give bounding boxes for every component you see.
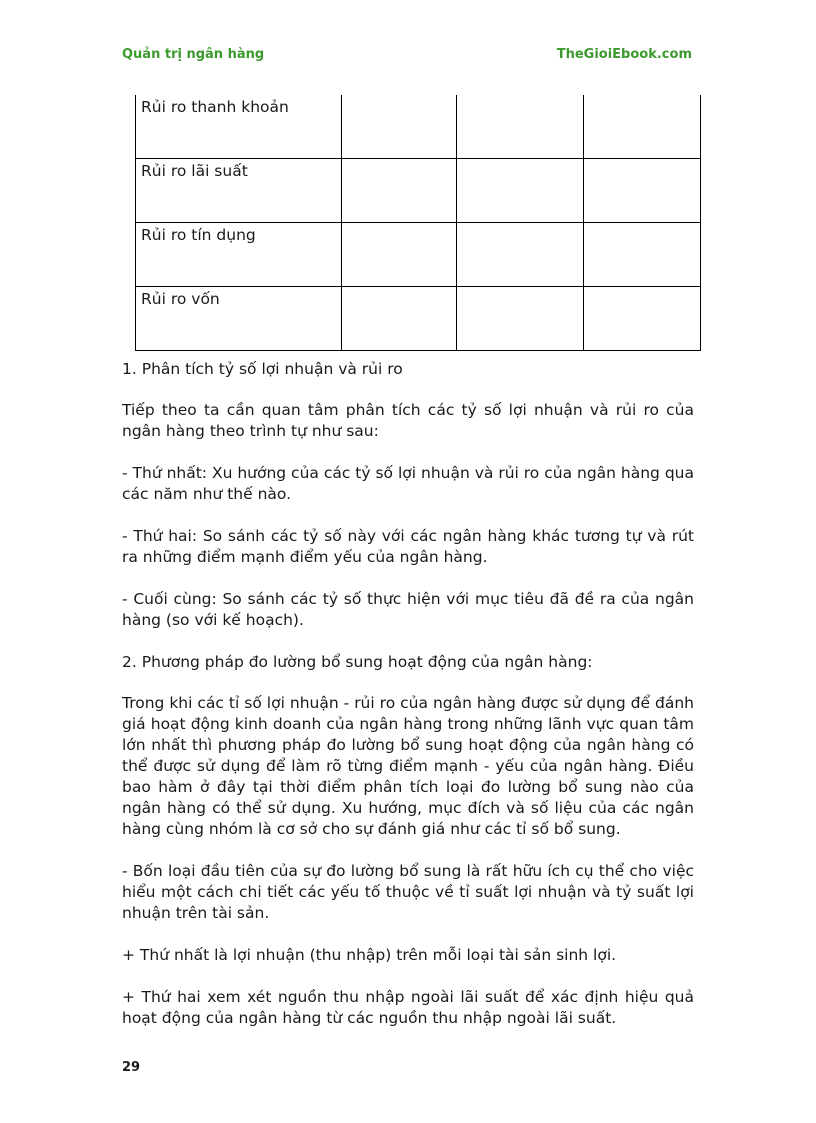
paragraph: - Thứ nhất: Xu hướng của các tỷ số lợi nhuận và rủi ro của ngân hàng qua các năm như thế nào. (122, 464, 694, 503)
body-text (122, 359, 694, 1050)
paragraph: - Cuối cùng: So sánh các tỷ số thực hiện với mục tiêu đã đề ra của ngân hàng (so với kế hoạch). (122, 590, 694, 629)
paragraph: + Thứ hai xem xét nguồn thu nhập ngoài lãi suất để xác định hiệu quả hoạt động của ngân hàng từ các nguồn thu nhập ngoài lãi suất. (122, 988, 694, 1027)
table-cell (341, 287, 457, 351)
table-row (136, 223, 701, 287)
table-cell (457, 223, 584, 287)
paragraph: Tiếp theo ta cần quan tâm phân tích các tỷ số lợi nhuận và rủi ro của ngân hàng theo trình tự như sau: (122, 401, 694, 440)
table-cell (584, 95, 701, 159)
table-cell (341, 159, 457, 223)
table-cell (584, 223, 701, 287)
table-row (136, 159, 701, 223)
table-cell (457, 287, 584, 351)
paragraph: - Bốn loại đầu tiên của sự đo lường bổ sung là rất hữu ích cụ thể cho việc hiểu một cách chi tiết các yếu tố thuộc về tỉ suất lợi nhuận và tỷ suất lợi nhuận trên tài sản. (122, 862, 694, 922)
risk-label: Rủi ro thanh khoản (136, 95, 342, 159)
paragraph: + Thứ nhất là lợi nhuận (thu nhập) trên mỗi loại tài sản sinh lợi. (122, 946, 617, 964)
risk-table (135, 95, 701, 351)
table-cell (341, 95, 457, 159)
risk-label: Rủi ro tín dụng (136, 223, 342, 287)
section-heading-1: 1. Phân tích tỷ số lợi nhuận và rủi ro (122, 360, 403, 378)
table-cell (584, 287, 701, 351)
paragraph: - Thứ hai: So sánh các tỷ số này với các ngân hàng khác tương tự và rút ra những điểm mạnh điểm yếu của ngân hàng. (122, 527, 694, 566)
table-cell (457, 95, 584, 159)
risk-label: Rủi ro vốn (136, 287, 342, 351)
table-cell (457, 159, 584, 223)
risk-label: Rủi ro lãi suất (136, 159, 342, 223)
table-row (136, 95, 701, 159)
paragraph: Trong khi các tỉ số lợi nhuận - rủi ro của ngân hàng được sử dụng để đánh giá hoạt động kinh doanh của ngân hàng trong những lãnh vực quan tâm lớn nhất thì phương pháp đo lường bổ sung hoạt động của ngân hàng có thể được sử dụng để làm rõ từng điểm mạnh - yếu của ngân hàng. Điều bao hàm ở đây tại thời điểm phân tích loại đo lường bổ sung nào của ngân hàng có thể sử dụng. Xu hướng, mục đích và số liệu của các ngân hàng cùng nhóm là cơ sở cho sự đánh giá như các tỉ số bổ sung. (122, 694, 694, 838)
table-cell (584, 159, 701, 223)
page-number: 29 (122, 1060, 141, 1075)
table-cell (341, 223, 457, 287)
section-heading-2: 2. Phương pháp đo lường bổ sung hoạt động của ngân hàng: (122, 653, 593, 671)
table-row (136, 287, 701, 351)
header-site: TheGioiEbook.com (556, 47, 692, 62)
header-title: Quản trị ngân hàng (122, 47, 265, 62)
